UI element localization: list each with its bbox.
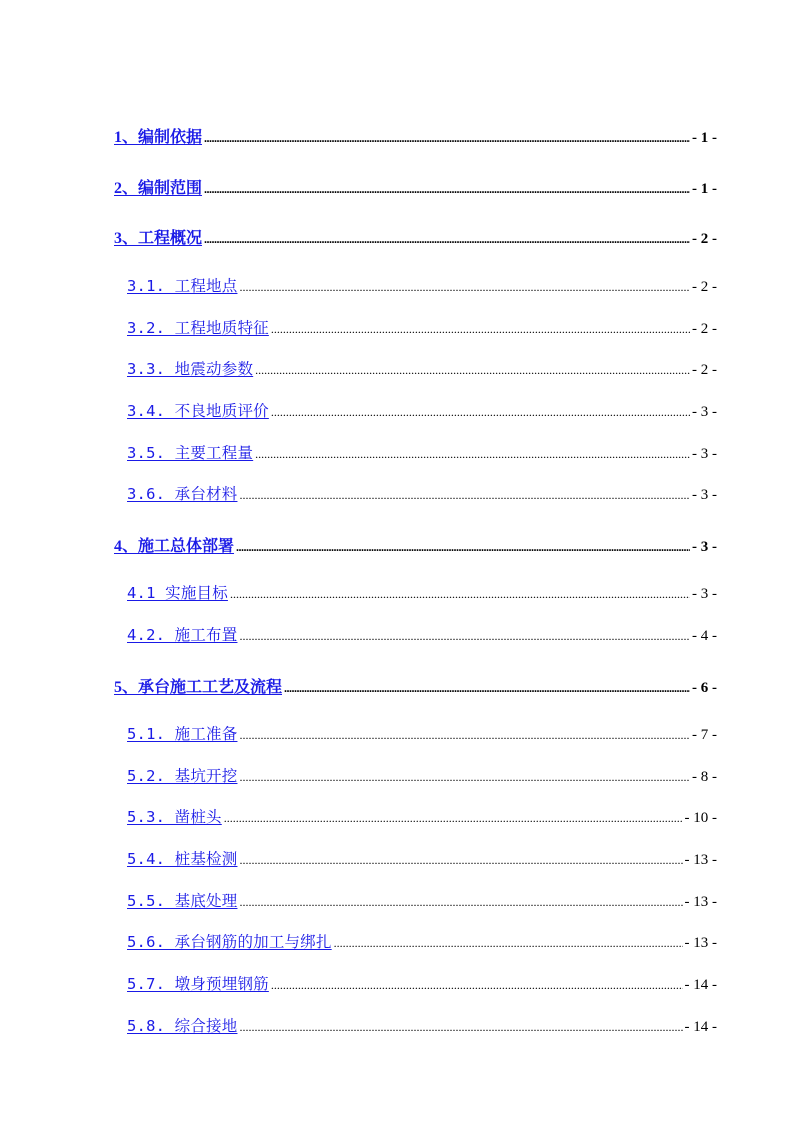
toc-link[interactable]: 4、施工总体部署 (114, 538, 235, 555)
toc-page-number: - 14 - (684, 1019, 717, 1035)
toc-link[interactable]: 3.2. 工程地质特征 (127, 319, 269, 337)
toc-page-number: - 13 - (684, 935, 717, 951)
toc-page-number: - 10 - (684, 810, 717, 826)
toc-entry-5-2[interactable] (127, 764, 717, 786)
toc-entry-5-7[interactable] (127, 972, 717, 994)
toc-page-number: - 8 - (692, 769, 717, 785)
toc-entry-5-6[interactable] (127, 930, 717, 952)
toc-link[interactable]: 2、编制范围 (114, 180, 203, 197)
toc-dot-leader (204, 232, 690, 247)
toc-dot-leader (271, 322, 690, 337)
toc-link[interactable]: 5.1. 施工准备 (127, 725, 238, 743)
toc-link[interactable]: 3.3. 地震动参数 (127, 360, 254, 378)
toc-link[interactable]: 5.7. 墩身预埋钢筋 (127, 975, 269, 993)
toc-entry-4-1[interactable] (127, 581, 717, 603)
toc-page-number: - 3 - (692, 446, 717, 462)
toc-page-number: - 2 - (692, 231, 717, 247)
toc-link[interactable]: 5.3. 凿桩头 (127, 808, 222, 826)
toc-page-number: - 2 - (692, 321, 717, 337)
toc-entry-5-1[interactable] (127, 722, 717, 744)
toc-link[interactable]: 4.1 实施目标 (127, 584, 228, 602)
toc-link[interactable]: 5.8. 综合接地 (127, 1017, 238, 1035)
toc-page-number: - 3 - (692, 487, 717, 503)
toc-entry-5-4[interactable] (127, 847, 717, 869)
toc-dot-leader (239, 629, 690, 644)
toc-page-number: - 3 - (692, 404, 717, 420)
toc-link[interactable]: 5、承台施工工艺及流程 (114, 679, 283, 696)
toc-entry-5-8[interactable] (127, 1014, 717, 1036)
toc-link[interactable]: 3.6. 承台材料 (127, 485, 238, 503)
toc-dot-leader (239, 895, 682, 910)
toc-entry-3-3[interactable] (127, 357, 717, 379)
toc-entry-3-1[interactable] (127, 274, 717, 296)
toc-page-number: - 13 - (684, 852, 717, 868)
toc-entry-3-2[interactable] (127, 316, 717, 338)
toc-link[interactable]: 5.6. 承台钢筋的加工与绑扎 (127, 933, 332, 951)
toc-link[interactable]: 1、编制依据 (114, 129, 203, 146)
toc-page-number: - 3 - (692, 586, 717, 602)
toc-link[interactable]: 3、工程概况 (114, 230, 203, 247)
toc-link[interactable]: 5.5. 基底处理 (127, 892, 238, 910)
toc-page-number: - 13 - (684, 894, 717, 910)
toc-dot-leader (334, 936, 683, 951)
toc-entry-3[interactable] (114, 225, 717, 248)
toc-dot-leader (255, 447, 690, 462)
toc-link[interactable]: 5.2. 基坑开挖 (127, 767, 238, 785)
toc-dot-leader (239, 770, 690, 785)
toc-dot-leader (255, 363, 690, 378)
toc-page-number: - 2 - (692, 362, 717, 378)
toc-dot-leader (284, 681, 690, 696)
toc-entry-4[interactable] (114, 533, 717, 556)
toc-page-number: - 14 - (684, 977, 717, 993)
toc-link[interactable]: 4.2. 施工布置 (127, 626, 238, 644)
toc-entry-5-3[interactable] (127, 805, 717, 827)
toc-entry-5-5[interactable] (127, 889, 717, 911)
toc-entry-5[interactable] (114, 674, 717, 697)
toc-dot-leader (271, 405, 690, 420)
toc-dot-leader (224, 811, 683, 826)
toc-page-number: - 1 - (692, 181, 717, 197)
toc-link[interactable]: 3.5. 主要工程量 (127, 444, 254, 462)
toc-dot-leader (271, 978, 683, 993)
toc-link[interactable]: 3.1. 工程地点 (127, 277, 238, 295)
toc-page-number: - 4 - (692, 628, 717, 644)
toc-dot-leader (204, 182, 690, 197)
toc-dot-leader (239, 488, 690, 503)
toc-dot-leader (239, 280, 690, 295)
toc-entry-4-2[interactable] (127, 623, 717, 645)
toc-link[interactable]: 3.4. 不良地质评价 (127, 402, 269, 420)
toc-entry-3-6[interactable] (127, 482, 717, 504)
toc-dot-leader (239, 853, 682, 868)
toc-entry-3-4[interactable] (127, 399, 717, 421)
toc-dot-leader (204, 131, 690, 146)
toc-page-number: - 6 - (692, 680, 717, 696)
toc-dot-leader (236, 540, 690, 555)
toc-dot-leader (239, 728, 690, 743)
toc-page-number: - 1 - (692, 130, 717, 146)
toc-page-number: - 7 - (692, 727, 717, 743)
toc-page-number: - 3 - (692, 539, 717, 555)
toc-dot-leader (239, 1020, 682, 1035)
toc-entry-3-5[interactable] (127, 441, 717, 463)
toc-page-number: - 2 - (692, 279, 717, 295)
toc-entry-2[interactable] (114, 175, 717, 198)
toc-dot-leader (230, 587, 690, 602)
toc-link[interactable]: 5.4. 桩基检测 (127, 850, 238, 868)
toc-entry-1[interactable] (114, 124, 717, 147)
